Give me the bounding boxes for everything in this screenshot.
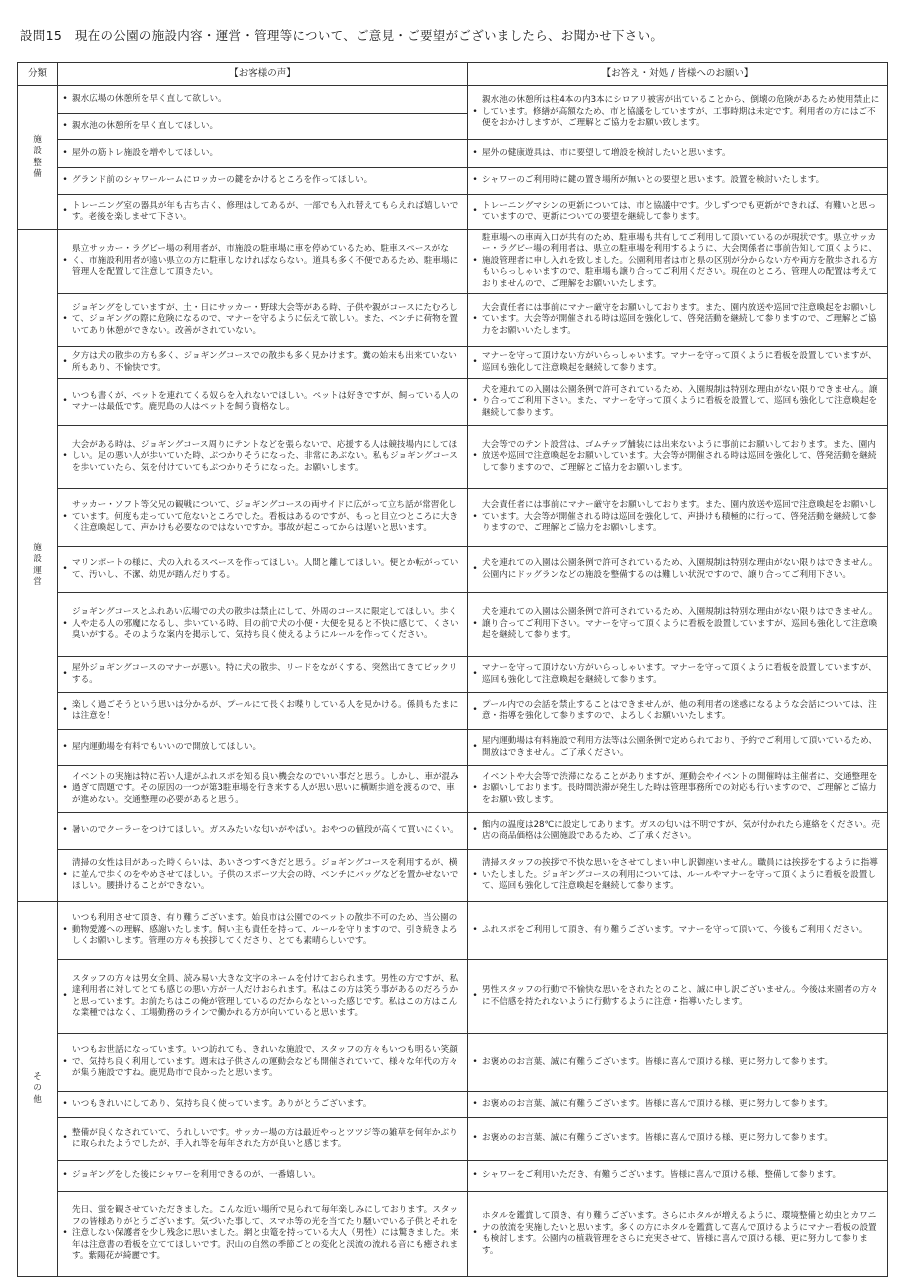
cell-text: 駐車場への車両入口が共有のため、駐車場も共有してご利用して頂いているのが現状です。県立サッカー・ラグビー場の利用者は、県立の駐車場を利用するように、大会関係者に事前告知して頂くように、施設管理者に申し入れを致しました。公園利用者は市と県の区別が分からない方や両方を散歩される方もいらっしゃいますので、駐車場も譲り合ってご利用ください。現在のところ、管理人の配置は考えておりませんので、ご理解をお願いいたします。	[482, 232, 878, 289]
voice-cell	[58, 1161, 468, 1192]
bullet-icon: •	[472, 255, 478, 266]
table-row	[18, 230, 888, 294]
bullet-icon: •	[62, 356, 68, 367]
cell-text: 屋外の健康遊具は、市に要望して増設を検討したいと思います。	[482, 147, 731, 158]
bullet-icon: •	[472, 869, 478, 880]
bullet-icon: •	[62, 206, 68, 217]
cell-text: 整備が良くなされていて、うれしいです。サッカー場の方は最近やっとツツジ等の雑草を何年かぶりに取られたようでしたが、手入れ等を毎年された方が良いと感じます。	[72, 1127, 458, 1149]
bullet-icon: •	[62, 314, 68, 325]
bullet-icon: •	[62, 990, 68, 1001]
cell-text: いつも利用させて頂き、有り難うございます。始良市は公園でのペットの散歩不可のため、当公園の動物愛護への理解、感謝いたします。飼い主も責任を持って、ルールを守りますので、引き続きよろしくお願いします。管理の方々も挨拶してくださり、とても素晴らしいです。	[72, 913, 458, 947]
bullet-icon: •	[62, 255, 68, 266]
cell-text: プール内での会話を禁止することはできませんが、他の利用者の迷惑になるような会話については、注意・指導を強化して参りますので、よろしくお願いいたします。	[482, 699, 877, 721]
answer-cell	[468, 1192, 888, 1277]
answer-cell	[468, 379, 888, 426]
bullet-icon: •	[62, 668, 68, 679]
table-row	[18, 657, 888, 693]
voice-cell	[58, 657, 468, 693]
cell-text: イベントの実施は特に若い人達がふれスポを知る良い機会なのでいい事だと思う。しかし、車が混み過ぎて問題です。その原因の一つが第3駐車場を行き来する人が思い思いに横断歩道を渡るので、車が進めない。交通整理の必要があると思う。	[72, 771, 459, 805]
bullet-icon: •	[472, 1056, 478, 1067]
bullet-icon: •	[472, 825, 478, 836]
voice-cell	[58, 850, 468, 902]
voice-cell	[58, 1034, 468, 1092]
table-row	[18, 593, 888, 657]
table-row	[18, 850, 888, 902]
answer-cell	[468, 960, 888, 1034]
table-row	[18, 902, 888, 960]
table-row	[18, 168, 888, 195]
cell-text: 屋内運動場を有料でもいいので開放してほしい。	[72, 741, 262, 752]
bullet-icon: •	[62, 1228, 68, 1239]
bullet-icon: •	[472, 106, 478, 117]
bullet-icon: •	[62, 825, 68, 836]
cell-text: 清掃スタッフの挨拶で不快な思いをさせてしまい申し訳御座いません。職員には挨拶をするように指導いたしました。ジョギングコースの利用については、ルールやマナーを守って頂くように看板を設置して、巡回も強化して注意喚起を継続して参ります。	[482, 858, 878, 892]
cell-text: 犬を連れての入園は公園条例で許可されているため、入園規制は特別な理由がない限りはできません。公園内にドッグランなどの施設を整備するのは難しい状況ですので、譲り合ってご利用下さい。	[482, 558, 878, 580]
voice-cell	[58, 347, 468, 379]
table-row	[18, 547, 888, 593]
cell-text: 親水池の休憩所を早く直してほしい。	[72, 120, 219, 131]
bullet-icon: •	[62, 563, 68, 574]
table-row	[18, 195, 888, 230]
voice-cell	[58, 489, 468, 547]
bullet-icon: •	[472, 314, 478, 325]
bullet-icon: •	[472, 1228, 478, 1239]
bullet-icon: •	[62, 869, 68, 880]
header-voice: 【お客様の声】	[58, 63, 468, 86]
answer-cell	[468, 902, 888, 960]
answer-cell	[468, 657, 888, 693]
bullet-icon: •	[472, 1133, 478, 1144]
category-facility: 施設整備	[18, 86, 58, 230]
cell-text: 館内の温度は28℃に設定してあります。ガスの匂いは不明ですが、気が付かれたら連絡をください。売店の商品価格は公園施設であるため、ご了承ください。	[482, 819, 881, 841]
answer-cell	[468, 730, 888, 766]
bullet-icon: •	[62, 396, 68, 407]
bullet-icon: •	[472, 147, 478, 158]
bullet-icon: •	[62, 511, 68, 522]
bullet-icon: •	[472, 396, 478, 407]
cell-text: 大会等でのテント設営は、ゴムチップ舗装には出来ないように事前にお願いしております。また、園内放送や巡回で注意喚起をお願いしています。大会等が開催される時は巡回を強化して、啓発活動を継続して参りますので、ご理解とご協力をお願いします。	[482, 439, 877, 473]
table-row	[18, 294, 888, 347]
table-row	[18, 766, 888, 813]
cell-text: サッカー・ソフト等父兄の観戦について、ジョギングコースの両サイドに広がって立ち話が常習化しています。何度も走っていて危ないところでした。看板はあるのですが、もっと目立つところに大きく注意喚起して、声かけも必要なのではないですか。事故が起こってからは遅いと思います。	[72, 500, 458, 534]
cell-text: スタッフの方々は男女全員、読み易い大きな文字のネームを付けておられます。男性の方ですが、私達利用者に対してとても感じの悪い方が一人だけおられます。私はこの方は笑う事があるのだろうかと思っています。お前たちはこの俺が管理しているのだからなといった感じです。私はこの方はこんな業種ではなく、工場勤務のラインで働かれる方が向いていると思います。	[72, 973, 459, 1018]
voice-cell	[58, 593, 468, 657]
bullet-icon: •	[472, 175, 478, 186]
cell-text: いつも書くが、ペットを連れてくる奴らを入れないでほしい。ペットは好きですが、飼っている人のマナーは最低です。鹿児島の人はペットを飼う資格なし。	[72, 390, 459, 412]
answer-cell	[468, 86, 888, 140]
cell-text: お褒めのお言葉、誠に有難うございます。皆様に喜んで頂ける様、更に努力して参ります。	[482, 1098, 833, 1109]
voice-cell	[58, 294, 468, 347]
cell-text: トレーニング室の器具が年も古ち古く、修理はしてあるが、一部でも入れ替えてもらえれば嬉しいです。老後を楽しませて下さい。	[72, 200, 459, 222]
cell-text: 先日、蛍を観させていただきました。こんな近い場所で見られて毎年楽しみにしております。スタッフの皆様ありがとうございます。気づいた事して、スマホ等の光を当てたり騒いでいる子供とそれを注意しない保護者を少し残念に思いました。網と虫篭を持っている大人（男性）には驚きました。来年は注意書の看板を立ててほしいです。沢山の自然の季節ごとの変化と渓流の流れる音にも癒されます。紫陽花が綺麗です。	[72, 1205, 459, 1262]
cell-text: 親水広場の休憩所を早く直して欲しい。	[72, 93, 227, 104]
cell-text: ジョギングコースとふれあい広場での犬の散歩は禁止にして、外周のコースに限定してほしい。歩く人や走る人の邪魔になるし、歩いている時、目の前で犬の小便・大便を見ると不快に感じて、くさい臭いがする。そのような案内を掲示して、気持ち良く使えるようにルールを作ってください。	[72, 607, 459, 641]
table-row	[18, 960, 888, 1034]
category-operation: 施設運営	[18, 230, 58, 902]
category-other: その他	[18, 902, 58, 1277]
table-row	[18, 1118, 888, 1161]
answer-cell	[468, 693, 888, 730]
cell-text: いつもきれいにしてあり、気持ち良く使っています。ありがとうございます。	[72, 1098, 372, 1109]
cell-text: トレーニングマシンの更新については、市と協議中です。少しずつでも更新ができれば、有難いと思っていますので、更新についての要望を継続して参ります。	[482, 200, 877, 222]
page-title: 設問15 現在の公園の施設内容・運営・管理等について、ご意見・ご要望がございましたら、お聞かせ下さい。	[20, 28, 664, 43]
voice-cell	[58, 1092, 468, 1118]
cell-text: いつもお世話になっています。いつ訪れても、きれいな施設で、スタッフの方々もいつも明るい笑顔で、気持ち良く利用しています。週末は子供さんの運動会なども開催されていて、様々な年代の方々が集う施設ですね。鹿児島市で良かったと思います。	[72, 1045, 458, 1079]
cell-text: 屋外ジョギングコースのマナーが悪い。特に犬の散歩、リードをながくする、突然出てきてビックリする。	[72, 663, 458, 685]
bullet-icon: •	[62, 741, 68, 752]
cell-text: ジョギングをした後にシャワーを利用できるのが、一番嬉しい。	[72, 1170, 321, 1181]
bullet-icon: •	[472, 511, 478, 522]
bullet-icon: •	[472, 741, 478, 752]
table-row	[18, 1161, 888, 1192]
table-row	[18, 1092, 888, 1118]
bullet-icon: •	[472, 1170, 478, 1181]
bullet-icon: •	[62, 1133, 68, 1144]
voice-cell	[58, 902, 468, 960]
bullet-icon: •	[62, 924, 68, 935]
answer-cell	[468, 1118, 888, 1161]
bullet-icon: •	[62, 93, 68, 104]
cell-text: ふれスポをご利用して頂き、有り難うございます。マナーを守って頂いて、今後もご利用ください。	[482, 924, 868, 935]
cell-text: 大会がある時は、ジョギングコース周りにテントなどを張らないで、応援する人は競技場内にしてほしい。足の悪い人が歩いていた時、ぶつかりそうになった、非常にあぶない。私もジョギングコースを歩いていたら、気を付けていてもぶつかりそうになった。お願いします。	[72, 439, 458, 473]
table-row	[18, 730, 888, 766]
table-header-row	[18, 63, 888, 86]
voice-cell	[58, 693, 468, 730]
table-row	[18, 813, 888, 850]
cell-text: 屋内運動場は有料施設で利用方法等は公園条例で定められており、予約でご利用して頂いているため、開放はできません。ご了承ください。	[482, 736, 877, 758]
voice-cell	[58, 168, 468, 195]
voice-cell	[58, 426, 468, 489]
answer-cell	[468, 294, 888, 347]
cell-text: マリンポートの様に、犬の入れるスペースを作ってほしい。人間と離してほしい。便とか転がっていて、汚いし、不潔、幼児が踏んだりする。	[72, 558, 459, 580]
answer-cell	[468, 850, 888, 902]
answer-cell	[468, 1034, 888, 1092]
voice-cell	[58, 114, 468, 140]
answer-cell	[468, 347, 888, 379]
header-category: 分類	[18, 63, 58, 86]
cell-text: お褒めのお言葉、誠に有難うございます。皆様に喜んで頂ける様、更に努力して参ります。	[482, 1133, 833, 1144]
voice-cell	[58, 1192, 468, 1277]
voice-cell	[58, 86, 468, 114]
bullet-icon: •	[62, 175, 68, 186]
cell-text: 清掃の女性は目があった時くらいは、あいさつすべきだと思う。ジョギングコースを利用するが、横に並んで歩くのをやめさせてほしい。子供のスポーツ大会の時、ベンチにバッグなどを置かせないでほしい。腰掛けることができない。	[72, 858, 459, 892]
cell-text: シャワーのご利用時に鍵の置き場所が無いとの要望と思います。設置を検討いたします。	[482, 175, 825, 186]
bullet-icon: •	[472, 668, 478, 679]
answer-cell	[468, 195, 888, 230]
bullet-icon: •	[62, 1056, 68, 1067]
bullet-icon: •	[472, 1098, 478, 1109]
answer-cell	[468, 593, 888, 657]
bullet-icon: •	[62, 1170, 68, 1181]
table-row	[18, 1034, 888, 1092]
cell-text: イベントや大会等で渋滞になることがありますが、運動会やイベントの開催時は主催者に、交通整理をお願いしております。長時間渋滞が発生した時は管理事務所での対応も行いますので、ご理解とご協力をお願い致します。	[482, 771, 878, 805]
bullet-icon: •	[472, 990, 478, 1001]
bullet-icon: •	[62, 705, 68, 716]
bullet-icon: •	[472, 451, 478, 462]
bullet-icon: •	[62, 451, 68, 462]
table-row	[18, 86, 888, 114]
cell-text: 県立サッカー・ラグビー場の利用者が、市施設の駐車場に車を停めているため、駐車スペースがなく、市施設利用者が遠い県立の方に駐車しなければならない。道具も多く不便であるため、駐車場に管理人を配置して注意して頂きたい。	[72, 244, 459, 278]
answer-cell	[468, 230, 888, 294]
voice-cell	[58, 379, 468, 426]
cell-text: 大会責任者には事前にマナー厳守をお願いしております。また、園内放送や巡回で注意喚起をお願いしています。大会等が開催される時は巡回を強化して、啓発活動を継続して参りますので、ご理解とご協力をお願いいたします。	[482, 302, 877, 336]
answer-cell	[468, 766, 888, 813]
answer-cell	[468, 489, 888, 547]
feedback-table	[17, 62, 888, 1277]
cell-text: シャワーをご利用いただき、有難うございます。皆様に喜んで頂ける様、整備して参ります。	[482, 1170, 842, 1181]
header-answer: 【お答え・対処 / 皆様へのお願い】	[468, 63, 888, 86]
bullet-icon: •	[472, 618, 478, 629]
voice-cell	[58, 140, 468, 168]
voice-cell	[58, 960, 468, 1034]
cell-text: マナーを守って頂けない方がいらっしゃいます。マナーを守って頂くように看板を設置していますが、巡回も強化して注意喚起を継続して参ります。	[482, 663, 877, 685]
cell-text: 犬を連れての入園は公園条例で許可されているため、入園規制は特別な理由がない限りできません。譲り合ってご利用下さい。また、マナーを守って頂くように看板を設置して、巡回も強化して注意喚起を継続して参ります。	[482, 384, 878, 418]
answer-cell	[468, 1092, 888, 1118]
bullet-icon: •	[472, 563, 478, 574]
bullet-icon: •	[472, 705, 478, 716]
bullet-icon: •	[62, 618, 68, 629]
table-row	[18, 426, 888, 489]
bullet-icon: •	[62, 147, 68, 158]
cell-text: 屋外の筋トレ施設を増やしてほしい。	[72, 147, 219, 158]
cell-text: 暑いのでクーラーをつけてほしい。ガスみたいな匂いがやばい。おやつの値段が高くて買いにくい。	[72, 825, 459, 836]
cell-text: グランド前のシャワールームにロッカーの鍵をかけるところを作ってほしい。	[72, 175, 373, 186]
cell-text: お褒めのお言葉、誠に有難うございます。皆様に喜んで頂ける様、更に努力して参ります。	[482, 1056, 833, 1067]
answer-cell	[468, 140, 888, 168]
answer-cell	[468, 547, 888, 593]
bullet-icon: •	[472, 206, 478, 217]
table-row	[18, 140, 888, 168]
table-row	[18, 347, 888, 379]
cell-text: ジョギングをしていますが、土・日にサッカー・野球大会等がある時、子供や親がコースにたむろして、ジョギングの際に危険になるので、マナーを守るように伝えて欲しい。また、ベンチに荷物を置いてあり休憩ができない。改善がされていない。	[72, 302, 458, 336]
voice-cell	[58, 195, 468, 230]
cell-text: 犬を連れての入園は公園条例で許可されているため、入園規制は特別な理由がない限りはできません。譲り合ってご利用下さい。マナーを守って頂くように看板を設置していますが、巡回も強化して注意喚起を継続して参ります。	[482, 607, 878, 641]
bullet-icon: •	[62, 1098, 68, 1109]
answer-cell	[468, 426, 888, 489]
voice-cell	[58, 730, 468, 766]
voice-cell	[58, 230, 468, 294]
table-row	[18, 489, 888, 547]
answer-cell	[468, 813, 888, 850]
table-row	[18, 379, 888, 426]
voice-cell	[58, 813, 468, 850]
bullet-icon: •	[62, 783, 68, 794]
cell-text: ホタルを鑑賞して頂き、有り難うございます。さらにホタルが増えるように、環境整備と幼虫とカワニナの放流を実施したいと思います。多くの方にホタルを鑑賞して喜んで頂けるようにマナー看板の設置も検討します。公園内の植栽管理をさらに充実させて、皆様に喜んで頂ける様、更に努力して参ります。	[482, 1211, 877, 1256]
answer-cell	[468, 168, 888, 195]
bullet-icon: •	[472, 783, 478, 794]
cell-text: 大会責任者には事前にマナー厳守をお願いしております。また、園内放送や巡回で注意喚起をお願いしています。大会等が開催される時は巡回を強化して、声掛けも積極的に行って、啓発活動を継続して参りますので、ご理解とご協力をお願いします。	[482, 500, 877, 534]
cell-text: マナーを守って頂けない方がいらっしゃいます。マナーを守って頂くように看板を設置していますが、巡回も強化して注意喚起を継続して参ります。	[482, 351, 877, 373]
answer-cell	[468, 1161, 888, 1192]
bullet-icon: •	[472, 356, 478, 367]
voice-cell	[58, 1118, 468, 1161]
bullet-icon: •	[62, 120, 68, 131]
cell-text: 楽しく過ごそうという思いは分かるが、プールにて長くお喋りしている人を見かける。係員もたまには注意を！	[72, 699, 459, 721]
voice-cell	[58, 766, 468, 813]
cell-text: 夕方は犬の散歩の方も多く、ジョギングコースでの散歩も多く見かけます。糞の始末も出来ていない所もあり、不愉快です。	[72, 351, 457, 373]
bullet-icon: •	[472, 924, 478, 935]
cell-text: 親水池の休憩所は柱4本の内3本にシロアリ被害が出ていることから、倒壊の危険があるため使用禁止にしています。修繕が高額なため、市と協議をしていますが、工事時期は未定です。利用者の方にはご不便をおかけしますが、ご理解とご協力をお願い致します。	[482, 95, 880, 129]
cell-text: 男性スタッフの行動で不愉快な思いをされたとのこと、誠に申し訳ございません。今後は来園者の方々に不信感を持たれないように行動するように注意・指導いたします。	[482, 985, 878, 1007]
voice-cell	[58, 547, 468, 593]
table-row	[18, 1192, 888, 1277]
table-row	[18, 693, 888, 730]
